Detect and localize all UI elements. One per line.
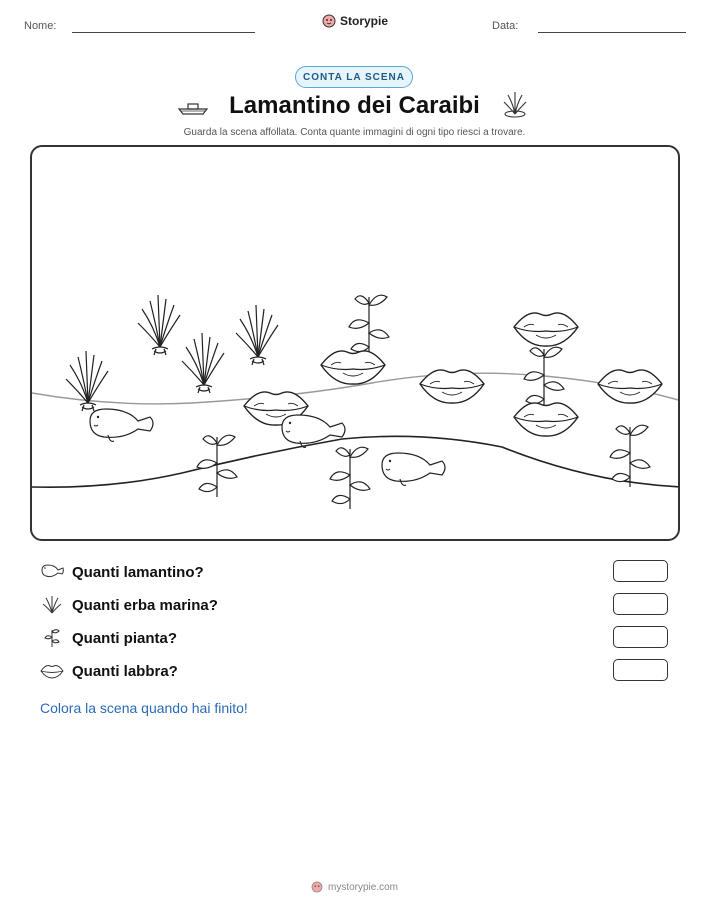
question-text: Quanti pianta? <box>72 629 177 647</box>
seagrass-icon <box>40 595 64 615</box>
answer-box-lips[interactable] <box>613 659 668 681</box>
name-line[interactable] <box>72 32 255 33</box>
plant-icon <box>40 628 64 648</box>
answer-box-seagrass[interactable] <box>613 593 668 615</box>
question-plant <box>40 628 177 648</box>
name-label: Nome: <box>24 20 57 32</box>
question-text: Quanti labbra? <box>72 662 178 680</box>
lips-item <box>514 313 578 346</box>
plant-item <box>610 425 650 487</box>
instructions: Guarda la scena affollata. Conta quante immagini di ogni tipo riesci a trovare. <box>183 127 526 138</box>
question-lips <box>40 661 178 681</box>
lips-item <box>598 370 662 403</box>
plant-item <box>330 447 370 509</box>
section-badge: CONTA LA SCENA <box>295 66 413 88</box>
lips-item <box>420 370 484 403</box>
brand-logo <box>322 14 388 28</box>
lips-item <box>514 403 578 436</box>
footer-url[interactable]: mystorypie.com <box>327 881 398 893</box>
storypie-footer-icon <box>311 881 323 893</box>
coloring-note: Colora la scena quando hai finito! <box>40 700 248 716</box>
seagrass-item <box>182 333 224 393</box>
answer-box-plant[interactable] <box>613 626 668 648</box>
seagrass-title-icon <box>500 90 530 118</box>
plant-item <box>197 435 237 497</box>
lips-icon <box>40 661 64 681</box>
manatee-icon <box>40 562 64 582</box>
manatee-item <box>382 453 445 485</box>
page-title: Lamantino dei Caraibi <box>229 92 480 119</box>
seagrass-item <box>236 305 278 365</box>
counting-scene[interactable] <box>30 145 680 541</box>
question-manatee <box>40 562 204 582</box>
seagrass-item <box>138 295 180 355</box>
question-text: Quanti lamantino? <box>72 563 204 581</box>
brand-name: Storypie <box>340 14 389 28</box>
storypie-mascot-icon <box>322 14 336 28</box>
manatee-item <box>90 409 153 441</box>
question-seagrass <box>40 595 218 615</box>
date-label: Data: <box>492 20 519 32</box>
date-line[interactable] <box>538 32 686 33</box>
lips-item <box>321 351 385 384</box>
footer <box>0 881 709 893</box>
plant-item <box>524 347 564 409</box>
plant-item <box>349 295 389 357</box>
scene-illustration <box>32 147 680 541</box>
answer-box-manatee[interactable] <box>613 560 668 582</box>
manatee-item <box>282 415 345 447</box>
question-text: Quanti erba marina? <box>72 596 218 614</box>
